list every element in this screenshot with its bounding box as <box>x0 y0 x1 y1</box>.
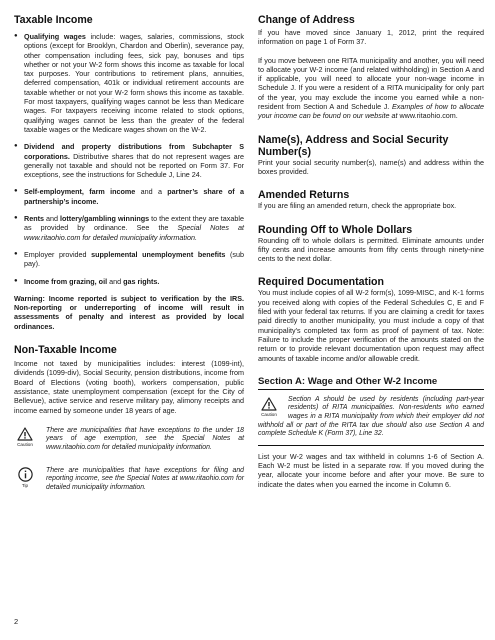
caution-label: Caution <box>261 411 277 417</box>
name-address-ssn-text: Print your social security number(s), name(s) and address within the boxes provided. <box>258 157 484 176</box>
caution-icon <box>261 397 277 411</box>
required-documentation-heading: Required Documentation <box>258 276 384 289</box>
list-item: ● Qualifying wages include: wages, salaries, commissions, stock options (except for Brooklyn, Chardon and Oberlin), severance pay, other compensation including fees, sick pay, bonuses and tips whether or not your W-2 form shows this income as taxable for local tax purposes. Your contributions to retirement plans, annuities, deferred compensation, 401k or individual retirement accounts are taxable whether or not your W-2 form shows this income as taxable. For most taxpayers, qualifying wages cannot be less than Medicare wages. For taxpayers receiving income related to stock options, qualifying wages cannot be less than the greater of the federal taxable wages or the Medicare wages shown on the W-2. <box>14 32 244 134</box>
right-column <box>258 14 484 489</box>
amended-returns-heading: Amended Returns <box>258 189 350 202</box>
list-item: ● Dividend and property distributions from Subchapter S corporations. Distributive shares that do not represent wages are generally not taxable and should not be reported on Form 37. For exceptions, see the instructions for Schedule J, Line 24. <box>14 142 244 179</box>
rounding-text: Rounding off to whole dollars is permitted. Eliminate amounts under fifty cents and increase amounts from fifty cents through ninety-nine cents to the next dollar. <box>258 235 484 264</box>
required-documentation-text: You must include copies of all W-2 form(s), 1099-MISC, and K-1 forms you received along with copies of the Federal Schedules C, E and F filed with your federal tax returns. If you are claiming a credit for taxes paid directly to another municipality, you must include a copy of that municipality’s completed tax form as proof of payment of tax. Note: Failure to include the proper verification of the amounts stated on the return or to provide relevant documentation upon request may affect amounts of taxable income and/or allowable credit. <box>258 288 484 363</box>
info-icon <box>18 467 33 482</box>
change-of-address-text: If you have moved since January 1, 2012, print the required information on page 1 of Form 37. <box>258 28 484 47</box>
tip-text: There are municipalities that have exceptions for filing and reporting income, see the Special Notes at www.ritaohio.com for detailed municipality information. <box>46 466 244 491</box>
warning-text: Warning: Income reported is subject to verification by the IRS. Non-reporting or underreporting of income will result in assessments of penalty and interest as provided by local ordinances. <box>14 293 244 331</box>
section-a-caution-note <box>258 396 484 439</box>
caution-text: There are municipalities that have exceptions to the under 18 years of age exemption, see the Special Notes at www.ritaohio.com for detailed municipality information. <box>46 426 244 451</box>
amended-returns-text: If you are filing an amended return, check the appropriate box. <box>258 201 457 211</box>
list-item: ● Income from grazing, oil and gas rights. <box>14 277 244 286</box>
non-taxable-income-text: Income not taxed by municipalities includes: interest (1099-int), dividends (1099-div), Social Security, pension distributions, income from Board of Elections (voting booth), workers compensation, public assistance, state unemployment compensation (except for the City of Bellevue), active service and reserve military pay, alimony receipts and income earned by someone under 18 years of age. <box>14 359 244 415</box>
change-of-address-heading: Change of Address <box>258 14 355 26</box>
non-taxable-income-heading: Non-Taxable Income <box>14 344 117 357</box>
caution-note <box>14 427 244 453</box>
name-address-ssn-heading: Name(s), Address and Social Security Number(s) <box>258 133 449 158</box>
section-a-heading: Section A: Wage and Other W-2 Income <box>258 376 484 390</box>
move-allocation-text: If you move between one RITA municipality and another, you will need to allocate your W-2 income (and related withholding) in Section A and if applicable, you will need to allocate your non-wage income in Schedule J. If you were a resident of a RITA municipality for only part of the year, you may exclude the income you earned while a non-resident from Section A and Schedule J. Examples of how to allocate your income can be found on our website at www.ritaohio.com. <box>258 55 484 121</box>
caution-label: Caution <box>17 441 33 447</box>
tip-note <box>14 467 244 493</box>
rounding-heading: Rounding Off to Whole Dollars <box>258 223 413 236</box>
list-item: ● Self-employment, farm income and a partner’s share of a partnership’s income. <box>14 187 244 206</box>
tip-label: Tip <box>21 482 29 488</box>
section-a-text: List your W-2 wages and tax withheld in columns 1-6 of Section A. Each W-2 must be listed in a separate row. If you moved during the year, allocate your income before and after your move. Be sure to indicate the dates when you earned the income in Column 6. <box>258 451 484 489</box>
taxable-income-heading: Taxable Income <box>14 14 93 26</box>
section-a-caution-text: Section A should be used by residents (including part-year residents) of RITA municipalities. Non-residents who earned wages in a RITA municipality from which their employer did not withhold all or part of the RITA tax due should also use Section A and complete Schedule K (Form 37), Line 32. <box>258 395 484 438</box>
caution-icon <box>17 427 33 441</box>
page-number: 2 <box>14 617 19 626</box>
left-column <box>14 14 244 492</box>
list-item: ● Rents and lottery/gambling winnings to the extent they are taxable as provided by ordinance. See the Special Notes at www.ritaohio.com for detailed municipality information. <box>14 214 244 242</box>
taxable-income-list <box>14 32 244 286</box>
list-item: ● Employer provided supplemental unemployment benefits (sub pay). <box>14 250 244 269</box>
